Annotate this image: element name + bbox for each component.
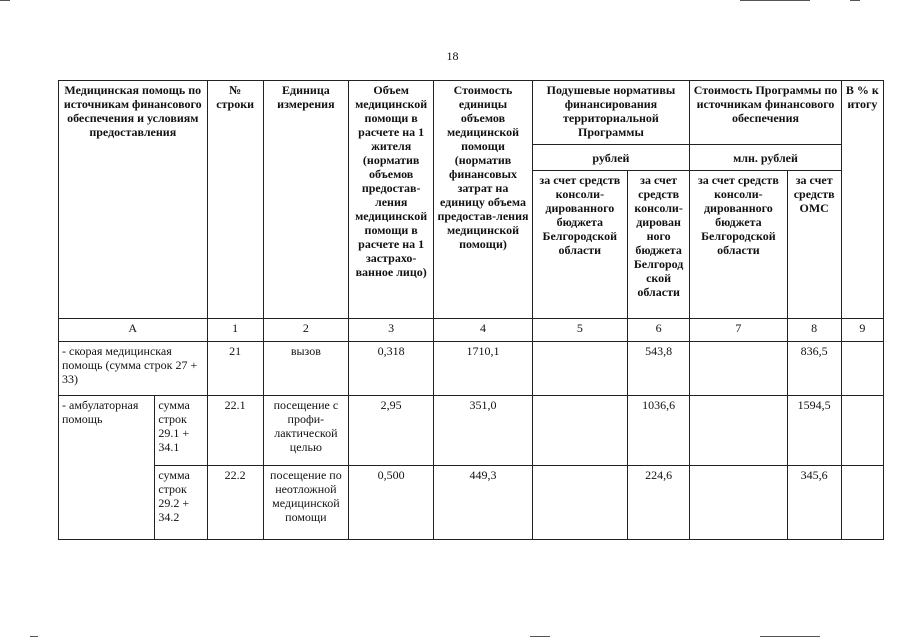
header-oms-mln: за счет средств ОМС — [787, 171, 841, 319]
page-number: 18 — [446, 49, 459, 63]
column-index-row — [59, 319, 884, 342]
cell-cost: 449,3 — [434, 466, 532, 540]
row-sum-label: сумма строк 29.2 + 34.2 — [155, 466, 207, 540]
cell-cost: 1710,1 — [434, 342, 532, 396]
cell-line: 22.2 — [207, 466, 263, 540]
row-label-outpatient: - амбулаторная помощь — [59, 396, 155, 540]
header-care-source: Медицинская помощь по источникам финансового обеспечения и условиям предоставления — [59, 81, 208, 319]
cell-line: 22.1 — [207, 396, 263, 466]
scan-artifact-line — [30, 636, 38, 637]
index-cell: 7 — [690, 319, 787, 342]
cell-line: 21 — [207, 342, 263, 396]
index-cell: 6 — [627, 319, 689, 342]
header-unit: Единица измерения — [263, 81, 348, 319]
index-cell: 5 — [532, 319, 627, 342]
financing-table — [58, 80, 884, 540]
cell-col7 — [690, 342, 787, 396]
cell-col7 — [690, 466, 787, 540]
cell-col9 — [841, 342, 883, 396]
scan-artifact-line — [740, 0, 810, 1]
index-cell: 3 — [349, 319, 434, 342]
index-cell: 9 — [841, 319, 883, 342]
table-row — [59, 466, 884, 540]
scan-artifact-line — [760, 636, 820, 637]
header-volume: Объем медицинской помощи в расчете на 1 жителя (норматив объемов предостав-ления медицинской помощи в расчете на 1 застрахо-ванное лицо) — [349, 81, 434, 319]
index-cell: 1 — [207, 319, 263, 342]
row-label-ambulance: - скорая медицинская помощь (сумма строк 27 + 33) — [59, 342, 208, 396]
cell-col6: 543,8 — [627, 342, 689, 396]
header-per-capita: Подушевые нормативы финансирования территориальной Программы — [532, 81, 690, 145]
cell-col6: 1036,6 — [627, 396, 689, 466]
cell-unit: вызов — [263, 342, 348, 396]
cell-col5 — [532, 396, 627, 466]
header-line-number: № строки — [207, 81, 263, 319]
cell-unit: посещение по неотложной медицинской помощи — [263, 466, 348, 540]
cell-volume: 0,318 — [349, 342, 434, 396]
scan-artifact-line — [530, 636, 550, 637]
header-program-cost: Стоимость Программы по источникам финансового обеспечения — [690, 81, 842, 145]
cell-col9 — [841, 396, 883, 466]
cell-col6: 224,6 — [627, 466, 689, 540]
header-budget-mln: за счет средств консоли-дированного бюджета Белгородской области — [690, 171, 787, 319]
cell-col8: 836,5 — [787, 342, 841, 396]
index-cell: 4 — [434, 319, 532, 342]
cell-volume: 0,500 — [349, 466, 434, 540]
header-budget-rubles: за счет средств консоли-дированного бюджета Белгородской области — [532, 171, 627, 319]
index-cell: 8 — [787, 319, 841, 342]
header-unit-cost: Стоимость единицы объемов медицинской помощи (норматив финансовых затрат на единицу объема предостав-ления медицинской помощи) — [434, 81, 532, 319]
cell-unit: посещение с профи-лактической целью — [263, 396, 348, 466]
index-cell: 2 — [263, 319, 348, 342]
cell-cost: 351,0 — [434, 396, 532, 466]
cell-col8: 345,6 — [787, 466, 841, 540]
header-budget-rubles-2: за счет средств консоли-дирован ного бюджета Белгород ской области — [627, 171, 689, 319]
scan-artifact-line — [850, 0, 860, 1]
cell-col9 — [841, 466, 883, 540]
table-row — [59, 396, 884, 466]
cell-col8: 1594,5 — [787, 396, 841, 466]
cell-volume: 2,95 — [349, 396, 434, 466]
header-rubles: рублей — [532, 145, 690, 171]
table-row — [59, 342, 884, 396]
cell-col7 — [690, 396, 787, 466]
cell-col5 — [532, 342, 627, 396]
row-sum-label: сумма строк 29.1 + 34.1 — [155, 396, 207, 466]
cell-col5 — [532, 466, 627, 540]
scan-artifact-line — [0, 0, 10, 1]
header-percent: В % к итогу — [841, 81, 883, 319]
header-mln-rubles: млн. рублей — [690, 145, 842, 171]
index-cell: А — [59, 319, 208, 342]
